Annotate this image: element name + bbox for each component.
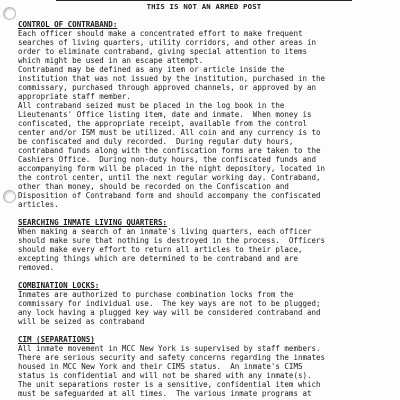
spacer xyxy=(18,209,392,218)
spacer xyxy=(18,326,392,335)
sections-container xyxy=(18,20,392,398)
text-line: removed. xyxy=(18,263,55,272)
text-line: searches of living quarters, utility corridors, and other areas in xyxy=(18,38,317,47)
text-line: The unit separations roster is a sensitive, confidential item which xyxy=(18,380,321,389)
text-line: appropriate staff member. xyxy=(18,92,131,101)
text-line: the control center, until the next regular working day. Contraband, xyxy=(18,173,321,182)
text-line: be confiscated and duly recorded. During regular duty hours, xyxy=(18,137,294,146)
section xyxy=(18,281,392,326)
text-line: When making a search of an inmate's living quarters, each officer xyxy=(18,227,312,236)
text-line: status is confidential and will not be shared with any inmate(s). xyxy=(18,371,312,380)
binder-hole-icon xyxy=(3,190,16,203)
text-line: Disposition of Contraband form and should accompany the confiscated xyxy=(18,191,321,200)
text-line: excepting things which are determined to be contraband and are xyxy=(18,254,298,263)
text-line: There are serious security and safety concerns regarding the inmates xyxy=(18,353,326,362)
text-line: Contraband may be defined as any item or article inside the xyxy=(18,65,285,74)
text-line: Each officer should make a concentrated effort to make frequent xyxy=(18,29,303,38)
document-content xyxy=(18,0,392,398)
text-line: commissary, purchased through approved channels, or approved by an xyxy=(18,83,317,92)
section xyxy=(18,335,392,398)
spacer xyxy=(18,272,392,281)
section xyxy=(18,20,392,209)
text-line: articles. xyxy=(18,200,59,209)
text-line: which might be used in an escape attempt. xyxy=(18,56,204,65)
section-heading: SEARCHING INMATE LIVING QUARTERS: xyxy=(18,218,168,227)
binder-hole-icon xyxy=(3,7,16,20)
paragraph xyxy=(18,290,392,326)
section-heading: CONTROL OF CONTRABAND: xyxy=(18,20,118,29)
text-line: All inmate movement in MCC New York is supervised by staff members. xyxy=(18,344,321,353)
text-line: accompanying form will be placed in the night depository, located in xyxy=(18,164,326,173)
spacer xyxy=(18,11,392,20)
paragraph xyxy=(18,227,392,272)
text-line: confiscated, the appropriate receipt, available from the control xyxy=(18,119,307,128)
paragraph xyxy=(18,101,392,209)
text-line: order to eliminate contraband, giving special attention to items xyxy=(18,47,307,56)
paragraph xyxy=(18,29,392,65)
text-line: housed in MCC New York and their CIMS status. An inmate's CIMS xyxy=(18,362,303,371)
page-title: THIS IS NOT AN ARMED POST xyxy=(56,0,352,11)
text-line: should make sure that nothing is destroyed in the process. Officers xyxy=(18,236,326,245)
text-line: Lieutenants' Office listing item, date and inmate. When money is xyxy=(18,110,312,119)
text-line: Cashiers Office. During non-duty hours, the confiscated funds and xyxy=(18,155,317,164)
text-line: will be seized as contraband xyxy=(18,317,145,326)
text-line: contraband funds along with the confiscation forms are taken to the xyxy=(18,146,321,155)
section xyxy=(18,218,392,272)
paragraph xyxy=(18,65,392,101)
text-line: any lock having a plugged key way will be considered contraband and xyxy=(18,308,321,317)
paragraph xyxy=(18,344,392,398)
text-line: Inmates are authorized to purchase combination locks from the xyxy=(18,290,294,299)
text-line: institution that was not issued by the institution, purchased in the xyxy=(18,74,326,83)
section-heading: CIM (SEPARATIONS) xyxy=(18,335,95,344)
text-line: commissary for individual use. The key ways are not to be plugged; xyxy=(18,299,321,308)
text-line: All contraband seized must be placed in the log book in the xyxy=(18,101,285,110)
text-line: should make every effort to return all articles to their place, xyxy=(18,245,303,254)
text-line: center and/or ISM must be utilized. All coin and any currency is to xyxy=(18,128,321,137)
text-line: other than money, should be recorded on the Confiscation and xyxy=(18,182,289,191)
text-line: must be safeguarded at all times. The various inmate programs at xyxy=(18,389,312,398)
section-heading: COMBINATION LOCKS: xyxy=(18,281,100,290)
